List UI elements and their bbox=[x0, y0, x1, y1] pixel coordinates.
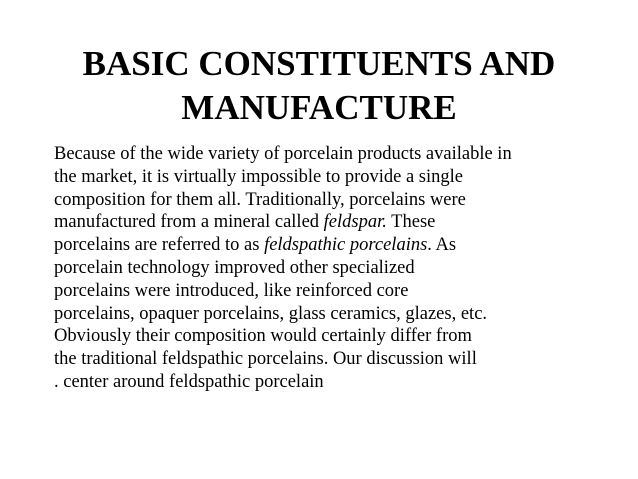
title-line-2: MANUFACTURE bbox=[181, 88, 457, 127]
body-line-11: . center around feldspathic porcelain bbox=[54, 371, 324, 392]
body-line-5-text: porcelains are referred to as bbox=[54, 235, 265, 256]
body-line-5 bbox=[54, 234, 634, 257]
body-line-5-tail: . As bbox=[427, 235, 457, 256]
title-line-1: BASIC CONSTITUENTS AND bbox=[82, 44, 556, 83]
body-line-4 bbox=[54, 211, 634, 234]
feldspar-term: feldspar. bbox=[323, 212, 387, 233]
body-line-4-text: manufactured from a mineral called bbox=[54, 212, 324, 233]
body-line-7: porcelains were introduced, like reinforced core bbox=[54, 280, 409, 301]
body-line-1: Because of the wide variety of porcelain products available in bbox=[54, 144, 512, 164]
body-line-8: porcelains, opaquer porcelains, glass ceramics, glazes, etc. bbox=[54, 303, 488, 324]
body-line-4-tail: These bbox=[386, 212, 436, 233]
body-line-3: composition for them all. Traditionally, porcelains were bbox=[54, 189, 466, 210]
body-line-2: the market, it is virtually impossible to provide a single bbox=[54, 166, 463, 187]
body-line-9: Obviously their composition would certainly differ from bbox=[54, 326, 472, 347]
body-line-6: porcelain technology improved other specialized bbox=[54, 257, 415, 278]
body-text bbox=[54, 143, 634, 394]
feldspathic-porcelains-term: feldspathic porcelains bbox=[264, 235, 428, 256]
slide-title bbox=[0, 42, 638, 130]
body-line-10: the traditional feldspathic porcelains. Our discussion will bbox=[54, 349, 477, 370]
